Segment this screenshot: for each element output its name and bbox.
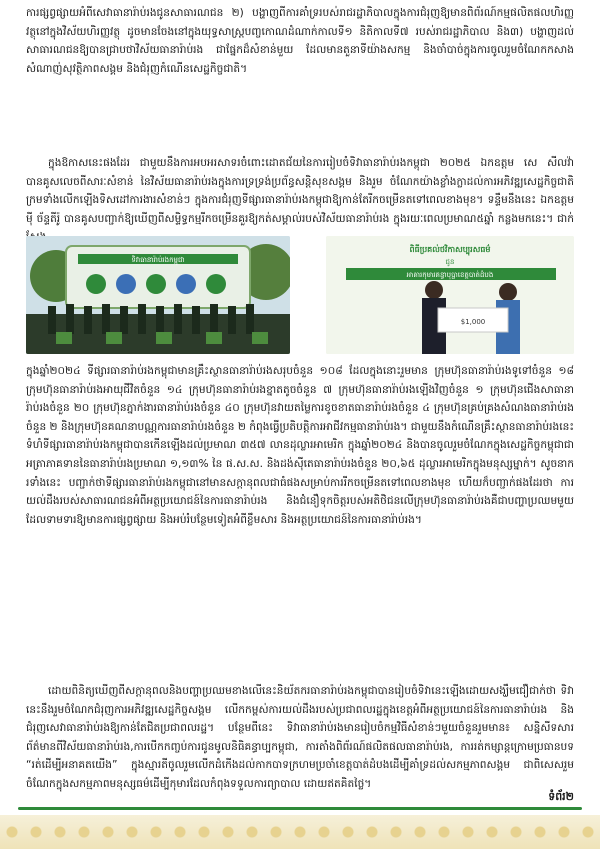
cheque-amount: $1,000	[460, 318, 486, 326]
footer-decorative-band	[0, 815, 600, 849]
closing-paragraph: ដោយពិនិត្យឃើញពីសក្តានុពលនិងបញ្ហាប្រឈមខាងលើនេះនិយ័តករធានារ៉ាប់រងកម្ពុជាបានរៀបចំទិវានេះឡើងដោយសង្ឃឹមជឿជាក់ថា ទិវានេះនឹងរួមចំណែកជំរុញការអភិវឌ្ឍសេដ្ឋកិច្ចសង្គម លើកកម្ពស់ការយល់ដឹងរបស់ប្រជាពលរដ្ឋក្នុងខេត្តអំពីអត្ថប្រយោជន៍នៃការធានារ៉ាប់រង និងជំរុញសេវាធានារ៉ាប់រងឱ្យកាន់តែជិតប្រជាពលរដ្ឋ។ បន្ថែមពីនេះ ទិវាធានារ៉ាប់រងមានរៀបចំកម្មវិធីសំខាន់ៗមួយចំនួនរួមមាន៖ សន្និសីទសារព័ត៌មានពីវិស័យធានារ៉ាប់រង,ការបើកកញ្ចប់ការជូនមូលនិធិគន្ធាប្បកម្ពុជា, ការតាំងពិព័រណ៍ផលិតផលធានារ៉ាប់រង, ការរត់កម្សាន្តក្រោមប្រធានបទ “រត់ដើម្បីអនាគតយើង” ក្នុងស្មារតីចូលរួមលើកដំកើងដល់កាកបាទក្រហមប្រចាំខេត្តបាត់ដំបងដើម្បីគាំទ្រដល់សកម្មភាពសង្គម ជាពិសេសរួមចំណែកក្នុងសកម្មភាពមនុស្សធម៌ដើម្បីកុមារដែលកំពុងទទួលការព្យាបាល ដោយឥតគិតថ្លៃ។	[26, 685, 574, 790]
donation-banner-line1: ពិធីប្រគល់ថវិកាសប្បុរសធម៌	[409, 245, 491, 254]
intro-paragraph: ការផ្សព្វផ្សាយអំពីសេវាធានារ៉ាប់រងជូនសាធារណជន ២) បង្ហាញពីការគាំទ្ររបស់រាជរដ្ឋាភិបាលក្នុងការជំរុញឱ្យមានពិព័រណ៍កម្មផលិតផលហិរញ្ញវត្ថុនៅក្នុងវិស័យហិរញ្ញវត្ថុ ដូចមានចែងនៅក្នុងយុទ្ធសាស្ត្របញ្ចកោណដំណាក់កាលទី១ និតិកាលទី៧ របស់រាជរដ្ឋាភិបាល និង៣) បង្ហាញដល់សាធារណជនឱ្យបានជ្រាបថាវិស័យធានារ៉ាប់រង ជាផ្នែកដ៏សំខាន់មួយ ដែលមានតួនាទីយ៉ាងសកម្ម និងចាំបាច់ក្នុងការចូលរួមចំណែកកសាងសំណាញ់សុវត្ថិភាពសង្គម និងជំរុញកំណើនសេដ្ឋកិច្ចជាតិ។	[26, 7, 574, 75]
page-number: ទំព័រ២	[548, 790, 574, 803]
donation-banner-line2: ជូន	[445, 258, 455, 266]
donation-illustration	[326, 236, 574, 354]
event-photo-stage	[26, 236, 290, 354]
stage-banner-text: ទិវាធានារ៉ាប់រងកម្ពុជា	[131, 256, 185, 264]
speech-paragraph: ក្នុងឱកាសនេះផងដែរ ជាមួយនឹងការអបអរសាទរចំពោះដោតជ័យនៃការរៀបចំទិវាធានារ៉ាប់រងកម្ពុជា ២០២៥ ឯកឧត្តម សេ សីលវ៉ា បានគូសលេចពីសារៈសំខាន់ នៃវិស័យធានារ៉ាប់រងក្នុងការទ្រទ្រង់ប្រព័ន្ធសន្តិសុខសង្គម និងរួម ចំណែកយ៉ាងខ្លាំងក្លាដល់ការអភិវឌ្ឍសេដ្ឋកិច្ចជាតិ ក្រមទាំងលើកឡើងទិសដៅការងារសំខាន់ៗ ក្នុងការជំរុញទីផ្សារធានារ៉ាប់រងកម្ពុជាឱ្យកាន់តែរីកចម្រើនតទៅពេលខាងមុខ។ ទន្ទឹមនឹងនេះ ឯកឧត្តម ម៉ី ច័ន្ទតីរ៉ូ បានគូសបញ្ជាក់ឱ្យឃើញពីសម្ទិទ្ធកម្មរីកចម្រើនគួរឱ្យកត់សម្គាល់របស់វិស័យធានារ៉ាប់រង ក្នុងរយៈពេលប្រមាណ៥ឆ្នាំ កន្លងមកនេះ។ ជាក់	[26, 157, 574, 225]
footer-divider	[18, 807, 582, 810]
stage-illustration	[26, 236, 290, 354]
event-photo-donation	[326, 236, 574, 354]
statistics-paragraph: ក្នុងឆ្នាំ២០២៤ ទីផ្សារធានារ៉ាប់រងកម្ពុជាមានគ្រឹះស្ថានធានារ៉ាប់រងសរុបចំនួន ១០៨ ដែលក្នុងនោះរួមមាន ក្រុមហ៊ុនធានារ៉ាប់រងទូទៅចំនួន ១៨ ក្រុមហ៊ុនធានារ៉ាប់រងអាយុជីវិតចំនួន ១៤ ក្រុមហ៊ុនធានារ៉ាប់រងខ្នាតតូចចំនួន ៧ ក្រុមហ៊ុនធានារ៉ាប់រងឡើងវិញចំនួន ១ ក្រុមហ៊ុនជើងសាធានារ៉ាប់រងចំនួន ២០ ក្រុមហ៊ុនភ្នាក់ងារធានារ៉ាប់រងចំនួន ៤០ ក្រុមហ៊ុនវាយតម្លៃការខូចខាតធានារ៉ាប់រងចំនួន ៤ ក្រុមហ៊ុនគ្រប់គ្រងសំណងធានារ៉ាប់រងចំនួន ២ និងក្រុមហ៊ុនគណនាបណ្ណការធានារ៉ាប់រងចំនួន ២ កំពុងធ្វើប្រតិបត្តិការអាជីវកម្មធានារ៉ាប់រង។ ជាមួយនឹងកំណើនគ្រឹះស្ថានធានារ៉ាប់រងនេះ ទំហំទីផ្សារធានារ៉ាប់រងកម្ពុជាបានកើនឡើងដល់ប្រមាណ ៣៥៧ លានដុល្លារអាមេរិក ក្នុងឆ្នាំ២០២៤ និងបានចូលរួមចំណែកក្នុងសេដ្ឋកិច្ចកម្ពុជាជាអត្រាភាគទាននៃធានារ៉ាប់រងប្រមាណ ១,១៣% នៃ ផ.ស.ស. និងដង់ស៊ីតេធានារ៉ាប់រងចំនួន ២០,៦៥ ដុល្លារអាមេរិកក្នុងមនុស្សម្នាក់។ សូចនាករទាំងនេះ បញ្ជាក់ថាទីផ្សារធានារ៉ាប់រងកម្ពុជានៅមានសក្តានុពលជាធំផងសម្រាប់ការរីកចម្រើនតទៅពេលខាងមុខ ហើយក៏បញ្ជាក់ផងដែរថា ការយល់ដឹងរបស់សាធារណជនអំពីអត្ថប្រយោជន៍នៃការធានារ៉ាប់រង និងជំនឿទុកចិត្តរបស់អតិថិជនលើក្រុមហ៊ុនធានារ៉ាប់រងគឺជាបញ្ហាប្រឈមមួយដែលទាមទារឱ្យមានការផ្សព្វផ្សាយ និងអប់រំបន្ថែមទៀតអំពីខ្លឹមសារ និងអត្ថប្រយោជន៍នៃការធានារ៉ាប់រង។	[26, 365, 574, 526]
donation-banner-line3: អាគារកុមារគន្ធាបុប្ផាខេត្តបាត់ដំបង	[406, 271, 494, 279]
